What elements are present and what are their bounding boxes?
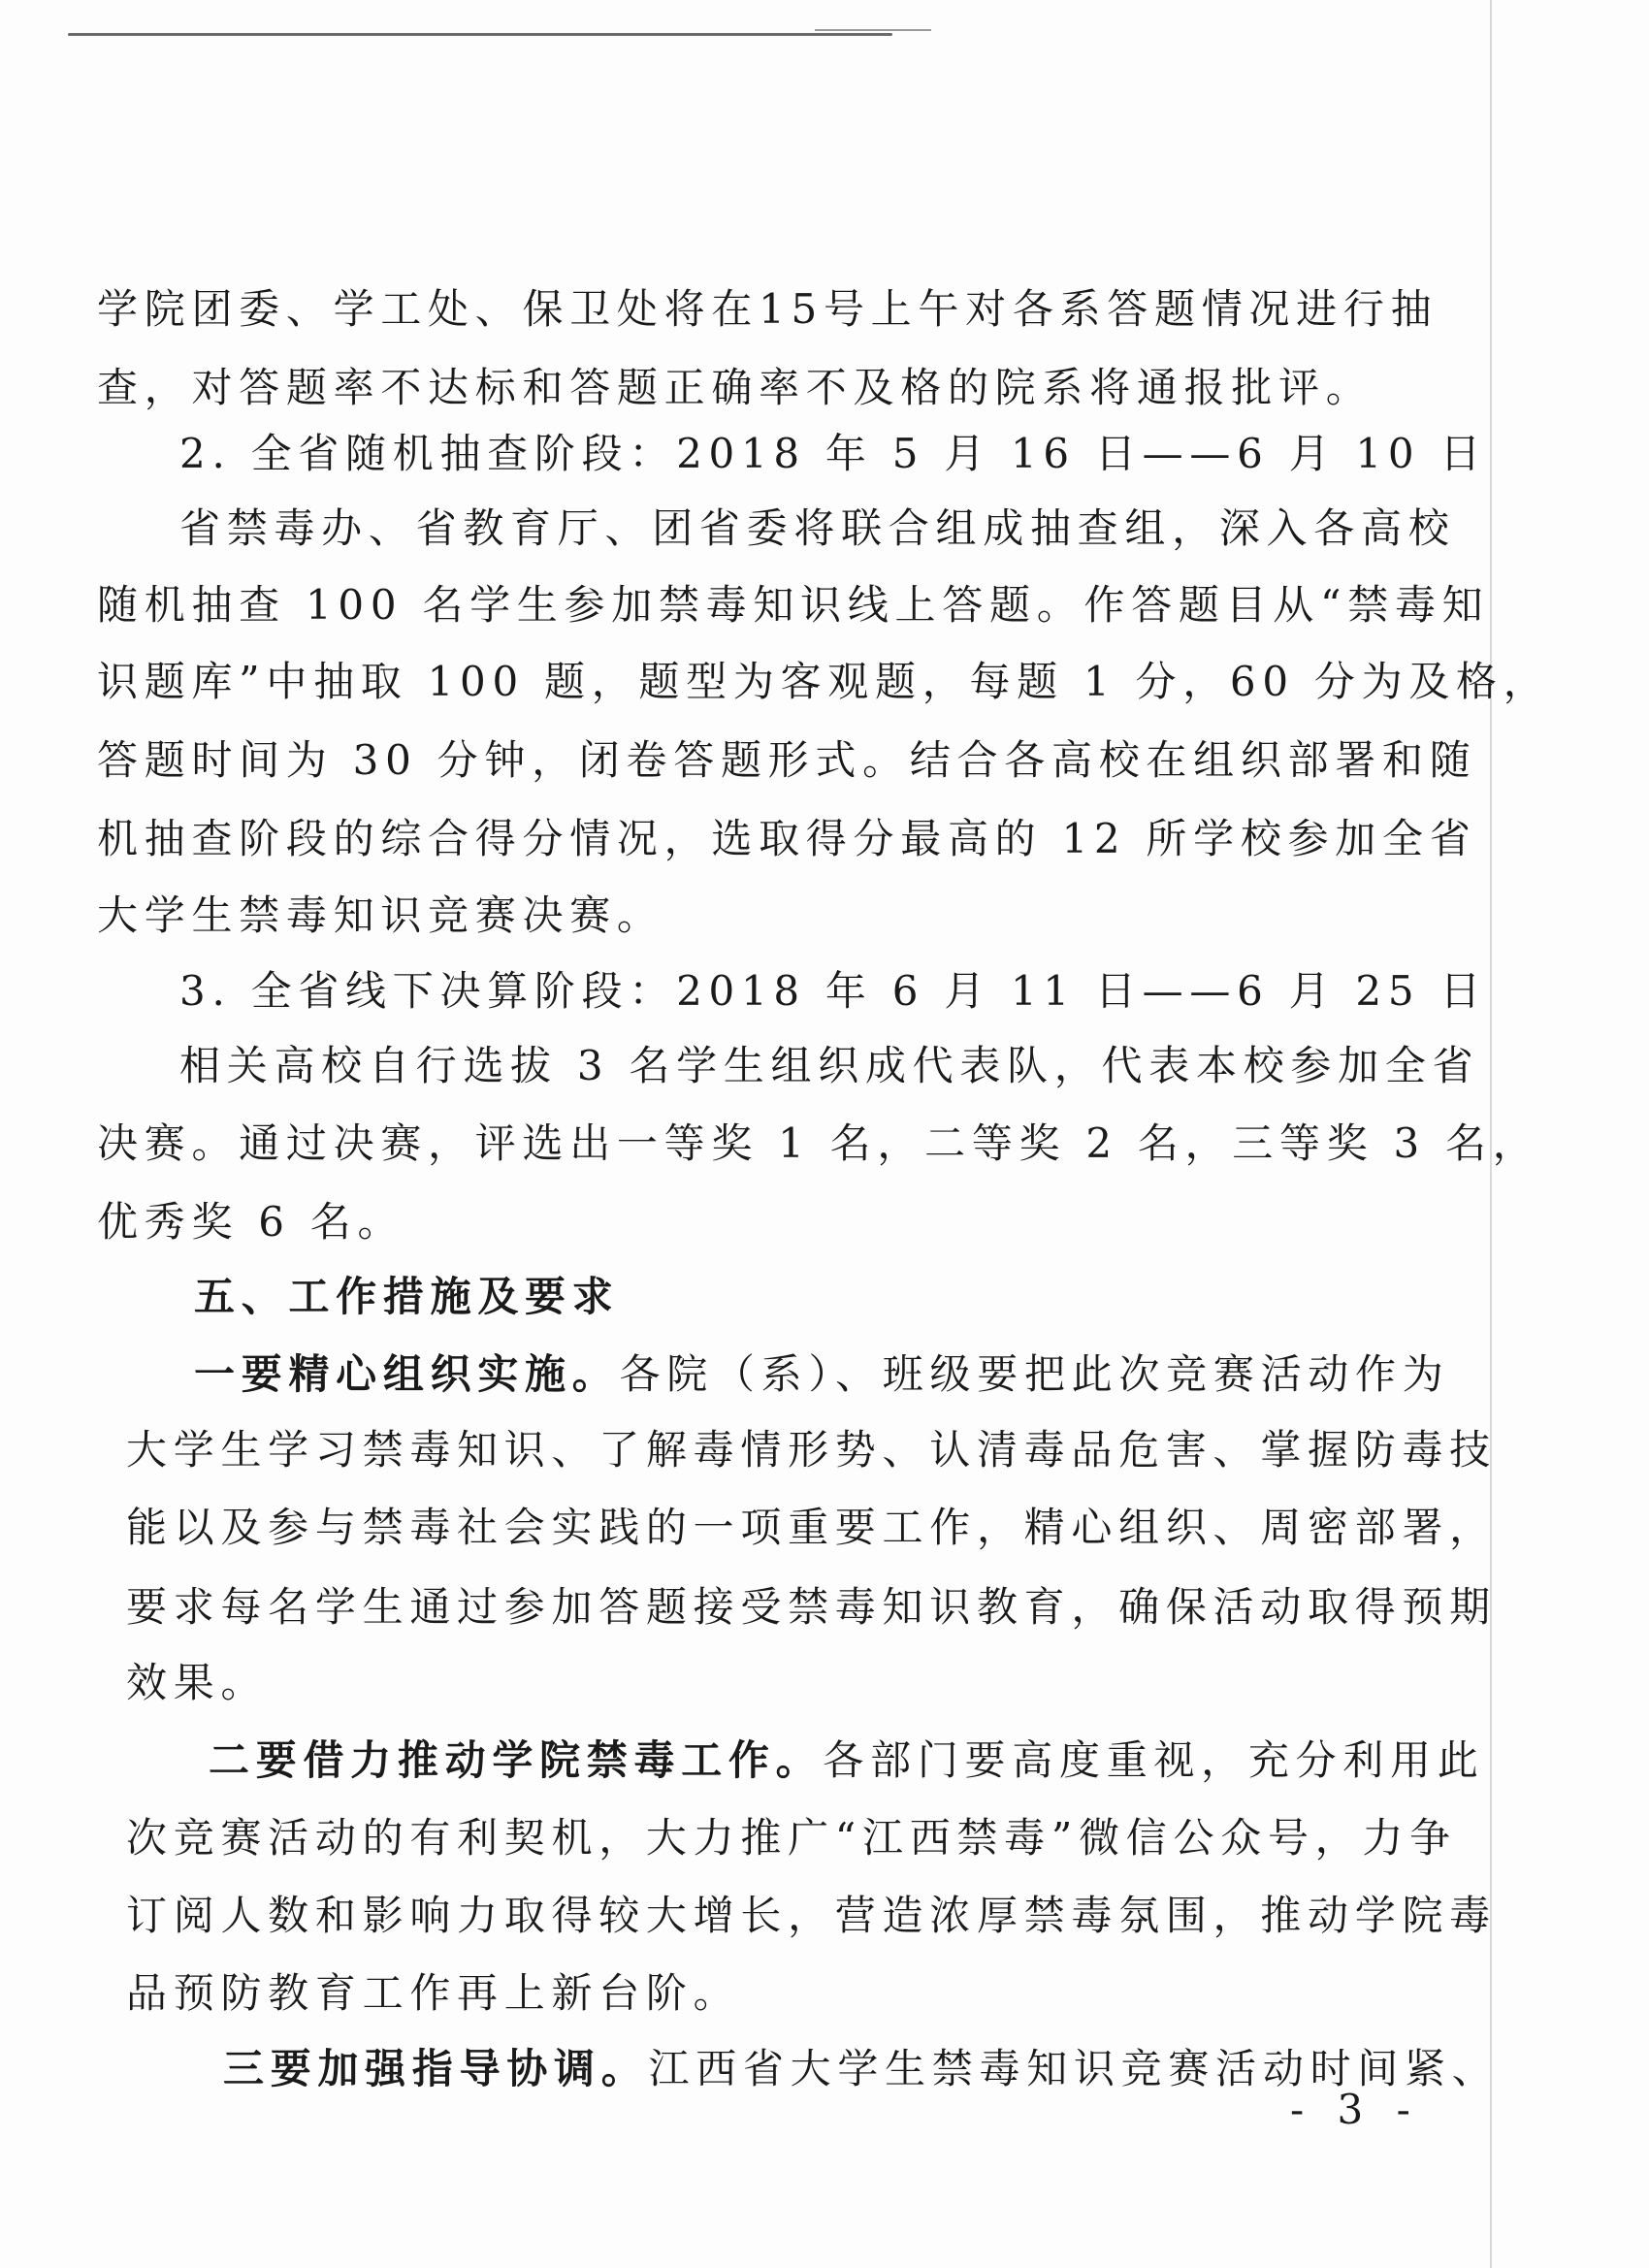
section-item-3: 3. 全省线下决算阶段：2018 年 6 月 11 日——6 月 25 日: [179, 967, 1488, 1015]
paragraph-one-first-line: [194, 1348, 1449, 1401]
body-line: 大学生禁毒知识竞赛决赛。: [97, 891, 664, 939]
body-line: 决赛。通过决赛，评选出一等奖 1 名，二等奖 2 名，三等奖 3 名，: [97, 1119, 1540, 1167]
body-line: 答题时间为 30 分钟，闭卷答题形式。结合各高校在组织部署和随: [97, 736, 1477, 784]
body-line: 机抽查阶段的综合得分情况，选取得分最高的 12 所学校参加全省: [97, 815, 1477, 862]
body-line: 查，对答题率不达标和答题正确率不及格的院系将通报批评。: [97, 364, 1374, 411]
body-line: 省禁毒办、省教育厅、团省委将联合组成抽查组，深入各高校: [179, 504, 1456, 552]
top-rule-divider: [68, 33, 892, 36]
body-line: 学院团委、学工处、保卫处将在15号上午对各系答题情况进行抽: [97, 285, 1439, 333]
body-line: 相关高校自行选拔 3 名学生组织成代表队，代表本校参加全省: [179, 1042, 1480, 1089]
paragraph-three-bold-lead: 三要加强指导协调。: [223, 2045, 649, 2092]
body-line: 大学生学习禁毒知识、了解毒情形势、认清毒品危害、掌握防毒技: [126, 1426, 1497, 1474]
top-rule-faint: [815, 29, 931, 31]
body-line: 要求每名学生通过参加答题接受禁毒知识教育，确保活动取得预期: [126, 1583, 1497, 1631]
body-line: 品预防教育工作再上新台阶。: [126, 1969, 741, 2017]
body-line: 识题库”中抽取 100 题，题型为客观题，每题 1 分，60 分为及格，: [97, 658, 1551, 705]
body-line: 次竞赛活动的有利契机，大力推广“江西禁毒”微信公众号，力争: [126, 1814, 1457, 1862]
body-line: 效果。: [126, 1659, 269, 1706]
section-heading-five: 五、工作措施及要求: [194, 1273, 620, 1320]
paragraph-one-text: 各院（系）、班级要把此次竞赛活动作为: [619, 1350, 1450, 1398]
paragraph-one-bold-lead: 一要精心组织实施。: [194, 1350, 620, 1398]
paragraph-three-text: 江西省大学生禁毒知识竞赛活动时间紧、: [648, 2045, 1500, 2092]
body-line: 随机抽查 100 名学生参加禁毒知识线上答题。作答题目从“禁毒知: [97, 581, 1490, 629]
paragraph-two-text: 各部门要高度重视，充分利用此: [823, 1736, 1485, 1784]
body-line: 订阅人数和影响力取得较大增长，营造浓厚禁毒氛围，推动学院毒: [126, 1892, 1497, 1939]
section-item-2: 2. 全省随机抽查阶段：2018 年 5 月 16 日——6 月 10 日: [179, 430, 1488, 477]
body-line: 能以及参与禁毒社会实践的一项重要工作，精心组织、周密部署，: [126, 1504, 1497, 1551]
paragraph-two-first-line: [209, 1734, 1484, 1787]
page-number: - 3 -: [1290, 2086, 1421, 2133]
paragraph-two-bold-lead: 二要借力推动学院禁毒工作。: [209, 1736, 824, 1784]
body-line: 优秀奖 6 名。: [97, 1198, 405, 1246]
